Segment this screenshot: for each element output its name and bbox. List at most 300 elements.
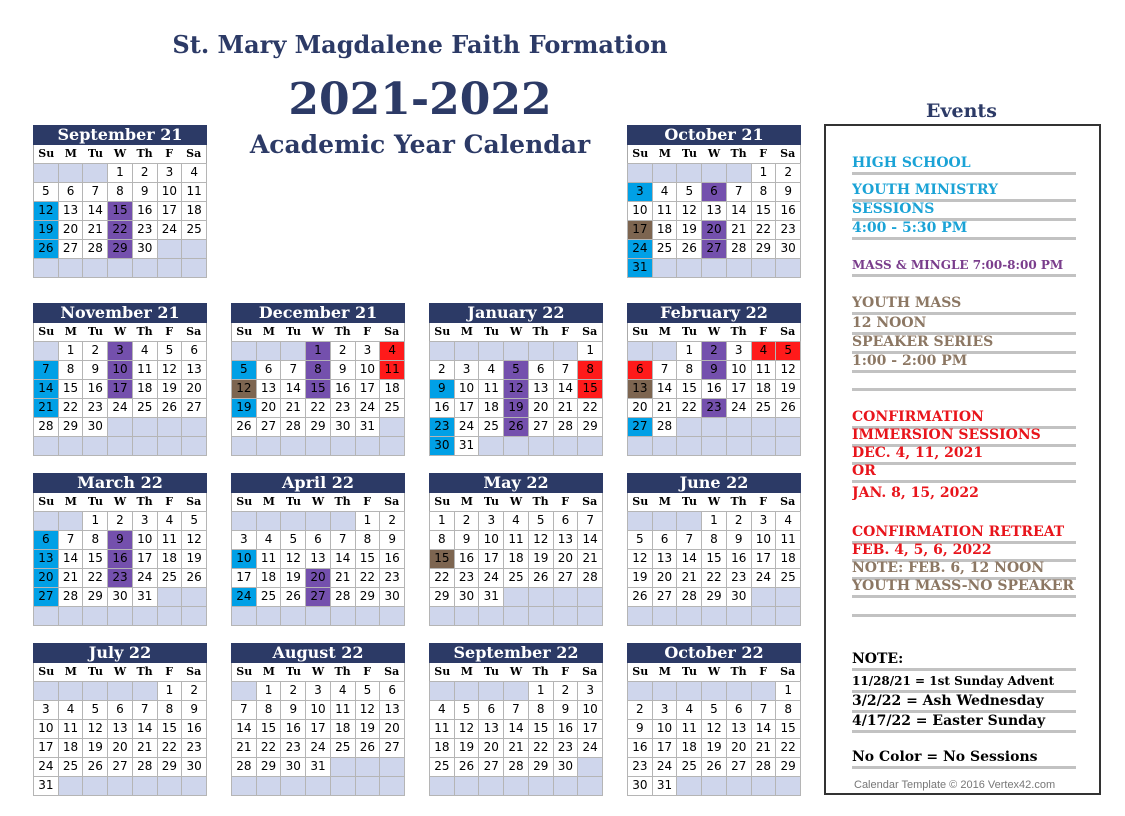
- day-cell: 18: [158, 550, 182, 568]
- event-line: FEB. 4, 5, 6, 2022: [852, 541, 1076, 562]
- day-cell: 4: [158, 512, 182, 530]
- day-cell: 29: [529, 758, 553, 776]
- day-cell: 12: [182, 531, 206, 549]
- empty-cell: [727, 259, 751, 277]
- empty-cell: [133, 437, 157, 455]
- day-cell: 21: [232, 739, 256, 757]
- empty-cell: [479, 607, 503, 625]
- empty-cell: [776, 259, 800, 277]
- month-august-22: [231, 643, 405, 796]
- day-cell: 29: [776, 758, 800, 776]
- day-cell: 21: [34, 399, 58, 417]
- day-cell: 12: [232, 380, 256, 398]
- day-cell: 30: [380, 588, 404, 606]
- day-cell: 2: [331, 342, 355, 360]
- day-cell: 16: [281, 720, 305, 738]
- empty-cell: [578, 588, 602, 606]
- empty-cell: [504, 682, 528, 700]
- weekday-label: Th: [136, 665, 153, 678]
- month-november-21: [33, 303, 207, 456]
- event-line: IMMERSION SESSIONS: [852, 426, 1076, 447]
- day-cell: 6: [554, 512, 578, 530]
- day-cell: 14: [752, 720, 776, 738]
- day-cell: 7: [83, 183, 107, 201]
- day-cell: 14: [331, 550, 355, 568]
- empty-cell: [34, 512, 58, 530]
- empty-cell: [529, 588, 553, 606]
- empty-cell: [59, 437, 83, 455]
- day-cell: 31: [628, 259, 652, 277]
- day-cell: 8: [356, 531, 380, 549]
- day-cell: 20: [628, 399, 652, 417]
- day-cell: 19: [504, 399, 528, 417]
- day-cell: 6: [479, 701, 503, 719]
- month-october-22: [627, 643, 801, 796]
- day-cell: 16: [380, 550, 404, 568]
- empty-cell: [59, 164, 83, 182]
- weekday-label: Th: [334, 495, 351, 508]
- empty-cell: [34, 437, 58, 455]
- month-title: November 21: [33, 303, 207, 323]
- day-cell: 15: [430, 550, 454, 568]
- day-cell: 16: [133, 202, 157, 220]
- month-title: September 21: [33, 125, 207, 145]
- day-cell: 22: [83, 569, 107, 587]
- day-cell: 30: [430, 437, 454, 455]
- month-december-21: [231, 303, 405, 456]
- empty-cell: [430, 607, 454, 625]
- day-cell: 5: [281, 531, 305, 549]
- empty-cell: [628, 164, 652, 182]
- empty-cell: [702, 777, 726, 795]
- day-cell: 2: [182, 682, 206, 700]
- empty-cell: [34, 607, 58, 625]
- day-cell: 19: [529, 550, 553, 568]
- empty-cell: [677, 418, 701, 436]
- empty-cell: [281, 512, 305, 530]
- day-cell: 11: [677, 720, 701, 738]
- weekday-label: Sa: [582, 665, 598, 678]
- weekday-label: Sa: [384, 325, 400, 338]
- day-cell: 1: [776, 682, 800, 700]
- day-cell: 27: [306, 588, 330, 606]
- event-line: SPEAKER SERIES: [852, 333, 1076, 354]
- day-cell: 18: [677, 739, 701, 757]
- empty-cell: [182, 437, 206, 455]
- day-cell: 9: [776, 183, 800, 201]
- day-cell: 19: [628, 569, 652, 587]
- empty-cell: [356, 437, 380, 455]
- empty-cell: [83, 164, 107, 182]
- day-cell: 10: [628, 202, 652, 220]
- day-cell: 31: [653, 777, 677, 795]
- empty-cell: [158, 777, 182, 795]
- day-cell: 21: [331, 569, 355, 587]
- weekday-label: M: [262, 665, 275, 678]
- day-cell: 4: [653, 183, 677, 201]
- day-cell: 4: [331, 682, 355, 700]
- day-cell: 18: [380, 380, 404, 398]
- day-cell: 18: [752, 380, 776, 398]
- empty-cell: [653, 512, 677, 530]
- day-cell: 13: [380, 701, 404, 719]
- day-cell: 18: [776, 550, 800, 568]
- empty-cell: [34, 342, 58, 360]
- empty-cell: [306, 607, 330, 625]
- day-grid: [33, 511, 207, 626]
- day-cell: 31: [356, 418, 380, 436]
- day-cell: 5: [158, 342, 182, 360]
- day-cell: 20: [529, 399, 553, 417]
- day-cell: 29: [306, 418, 330, 436]
- empty-cell: [430, 682, 454, 700]
- day-cell: 9: [331, 361, 355, 379]
- empty-cell: [306, 437, 330, 455]
- day-cell: 17: [306, 720, 330, 738]
- day-cell: 4: [380, 342, 404, 360]
- empty-cell: [504, 588, 528, 606]
- weekday-label: W: [509, 495, 523, 508]
- month-title: June 22: [627, 473, 801, 493]
- weekday-label: Su: [38, 325, 55, 338]
- day-cell: 24: [232, 588, 256, 606]
- weekday-label: Su: [632, 147, 649, 160]
- empty-cell: [158, 240, 182, 258]
- day-cell: 1: [752, 164, 776, 182]
- month-january-22: [429, 303, 603, 456]
- weekday-label: M: [262, 325, 275, 338]
- empty-cell: [578, 777, 602, 795]
- day-cell: 3: [653, 701, 677, 719]
- day-cell: 21: [504, 739, 528, 757]
- day-cell: 7: [59, 531, 83, 549]
- day-cell: 10: [752, 531, 776, 549]
- day-cell: 8: [158, 701, 182, 719]
- day-cell: 10: [356, 361, 380, 379]
- event-line: YOUTH MASS-NO SPEAKER: [852, 577, 1076, 598]
- day-cell: 1: [702, 512, 726, 530]
- day-cell: 7: [752, 701, 776, 719]
- day-cell: 27: [108, 758, 132, 776]
- day-cell: 23: [727, 569, 751, 587]
- empty-cell: [554, 437, 578, 455]
- day-cell: 17: [653, 739, 677, 757]
- day-cell: 2: [133, 164, 157, 182]
- day-cell: 15: [306, 380, 330, 398]
- day-cell: 9: [455, 531, 479, 549]
- day-cell: 31: [455, 437, 479, 455]
- empty-cell: [628, 512, 652, 530]
- day-cell: 21: [83, 221, 107, 239]
- empty-cell: [653, 342, 677, 360]
- day-cell: 12: [677, 202, 701, 220]
- empty-cell: [727, 607, 751, 625]
- day-cell: 11: [158, 531, 182, 549]
- empty-cell: [554, 588, 578, 606]
- day-cell: 25: [182, 221, 206, 239]
- weekday-label: Tu: [87, 495, 104, 508]
- day-cell: 1: [578, 342, 602, 360]
- weekday-label: Su: [38, 147, 55, 160]
- day-cell: 19: [232, 399, 256, 417]
- day-cell: 16: [83, 380, 107, 398]
- weekday-label: Tu: [87, 325, 104, 338]
- day-cell: 23: [281, 739, 305, 757]
- weekday-label: M: [658, 495, 671, 508]
- day-cell: 22: [59, 399, 83, 417]
- weekday-label: Th: [334, 325, 351, 338]
- day-cell: 22: [529, 739, 553, 757]
- day-cell: 24: [356, 399, 380, 417]
- weekday-label: Th: [136, 325, 153, 338]
- month-title: July 22: [33, 643, 207, 663]
- day-cell: 26: [529, 569, 553, 587]
- day-cell: 8: [108, 183, 132, 201]
- empty-cell: [554, 777, 578, 795]
- event-line: 4/17/22 = Easter Sunday: [852, 712, 1076, 733]
- empty-cell: [677, 164, 701, 182]
- day-cell: 29: [257, 758, 281, 776]
- day-cell: 14: [281, 380, 305, 398]
- day-cell: 28: [727, 240, 751, 258]
- day-cell: 10: [455, 380, 479, 398]
- weekday-label: Su: [236, 665, 253, 678]
- weekday-label: M: [64, 665, 77, 678]
- day-cell: 24: [653, 758, 677, 776]
- empty-cell: [380, 437, 404, 455]
- day-grid: [33, 341, 207, 456]
- day-cell: 18: [653, 221, 677, 239]
- day-cell: 5: [677, 183, 701, 201]
- empty-cell: [158, 437, 182, 455]
- day-cell: 13: [34, 550, 58, 568]
- day-cell: 16: [727, 550, 751, 568]
- empty-cell: [108, 437, 132, 455]
- day-grid: [627, 681, 801, 796]
- day-cell: 12: [702, 720, 726, 738]
- day-cell: 20: [554, 550, 578, 568]
- day-cell: 10: [727, 361, 751, 379]
- day-cell: 14: [83, 202, 107, 220]
- weekday-header: [231, 663, 405, 681]
- day-cell: 25: [59, 758, 83, 776]
- day-cell: 17: [727, 380, 751, 398]
- empty-cell: [83, 259, 107, 277]
- day-cell: 12: [504, 380, 528, 398]
- event-line: 3/2/22 = Ash Wednesday: [852, 692, 1076, 713]
- day-cell: 25: [752, 399, 776, 417]
- day-cell: 12: [34, 202, 58, 220]
- day-cell: 26: [83, 758, 107, 776]
- day-cell: 28: [133, 758, 157, 776]
- day-cell: 22: [108, 221, 132, 239]
- month-title: August 22: [231, 643, 405, 663]
- event-line: 11/28/21 = 1st Sunday Advent: [852, 672, 1076, 693]
- day-cell: 27: [702, 240, 726, 258]
- page-title: St. Mary Magdalene Faith Formation: [172, 30, 668, 59]
- day-cell: 3: [752, 512, 776, 530]
- day-cell: 17: [232, 569, 256, 587]
- day-cell: 2: [83, 342, 107, 360]
- day-cell: 14: [59, 550, 83, 568]
- day-cell: 28: [653, 418, 677, 436]
- day-cell: 17: [479, 550, 503, 568]
- day-cell: 14: [554, 380, 578, 398]
- empty-cell: [158, 588, 182, 606]
- day-grid: [627, 511, 801, 626]
- weekday-label: W: [113, 147, 127, 160]
- weekday-label: F: [561, 665, 570, 678]
- day-cell: 7: [653, 361, 677, 379]
- empty-cell: [356, 607, 380, 625]
- day-cell: 10: [306, 701, 330, 719]
- empty-cell: [578, 607, 602, 625]
- empty-cell: [182, 777, 206, 795]
- day-cell: 20: [306, 569, 330, 587]
- day-cell: 30: [628, 777, 652, 795]
- day-cell: 11: [182, 183, 206, 201]
- day-cell: 2: [430, 361, 454, 379]
- day-cell: 21: [554, 399, 578, 417]
- empty-cell: [182, 240, 206, 258]
- month-title: September 22: [429, 643, 603, 663]
- day-cell: 23: [554, 739, 578, 757]
- day-cell: 3: [356, 342, 380, 360]
- weekday-label: W: [113, 495, 127, 508]
- empty-cell: [727, 437, 751, 455]
- event-line: CONFIRMATION RETREAT: [852, 523, 1076, 544]
- day-cell: 3: [306, 682, 330, 700]
- day-cell: 23: [430, 418, 454, 436]
- day-cell: 20: [702, 221, 726, 239]
- day-cell: 23: [182, 739, 206, 757]
- day-cell: 8: [776, 701, 800, 719]
- day-cell: 17: [752, 550, 776, 568]
- day-cell: 28: [83, 240, 107, 258]
- day-cell: 15: [158, 720, 182, 738]
- weekday-label: Tu: [681, 665, 698, 678]
- day-cell: 20: [182, 380, 206, 398]
- day-cell: 17: [108, 380, 132, 398]
- day-cell: 18: [331, 720, 355, 738]
- weekday-header: [429, 663, 603, 681]
- weekday-label: W: [113, 325, 127, 338]
- day-cell: 10: [232, 550, 256, 568]
- event-line: HIGH SCHOOL: [852, 154, 1076, 175]
- day-cell: 15: [356, 550, 380, 568]
- day-cell: 11: [257, 550, 281, 568]
- empty-cell: [331, 777, 355, 795]
- day-cell: 8: [702, 531, 726, 549]
- day-cell: 11: [776, 531, 800, 549]
- day-cell: 4: [677, 701, 701, 719]
- day-cell: 19: [83, 739, 107, 757]
- empty-cell: [479, 437, 503, 455]
- day-cell: 18: [504, 550, 528, 568]
- day-cell: 14: [677, 550, 701, 568]
- weekday-label: W: [707, 147, 721, 160]
- day-cell: 10: [108, 361, 132, 379]
- empty-cell: [529, 777, 553, 795]
- day-cell: 13: [727, 720, 751, 738]
- day-cell: 5: [529, 512, 553, 530]
- empty-cell: [752, 588, 776, 606]
- day-cell: 2: [108, 512, 132, 530]
- day-cell: 30: [455, 588, 479, 606]
- empty-cell: [554, 607, 578, 625]
- day-cell: 20: [257, 399, 281, 417]
- day-cell: 22: [306, 399, 330, 417]
- day-cell: 13: [529, 380, 553, 398]
- weekday-label: Th: [730, 325, 747, 338]
- day-cell: 21: [677, 569, 701, 587]
- empty-cell: [108, 418, 132, 436]
- weekday-label: M: [460, 325, 473, 338]
- weekday-header: [627, 323, 801, 341]
- day-cell: 8: [306, 361, 330, 379]
- day-cell: 13: [108, 720, 132, 738]
- weekday-label: Th: [532, 495, 549, 508]
- empty-cell: [529, 437, 553, 455]
- weekday-label: F: [363, 325, 372, 338]
- event-line: SESSIONS: [852, 200, 1076, 221]
- day-cell: 10: [133, 531, 157, 549]
- day-cell: 26: [677, 240, 701, 258]
- empty-cell: [108, 259, 132, 277]
- empty-cell: [702, 682, 726, 700]
- weekday-label: Tu: [681, 495, 698, 508]
- weekday-header: [33, 323, 207, 341]
- day-cell: 31: [34, 777, 58, 795]
- day-cell: 10: [479, 531, 503, 549]
- empty-cell: [653, 682, 677, 700]
- empty-cell: [158, 607, 182, 625]
- empty-cell: [356, 777, 380, 795]
- day-cell: 30: [554, 758, 578, 776]
- day-cell: 20: [380, 720, 404, 738]
- day-cell: 3: [34, 701, 58, 719]
- day-cell: 19: [281, 569, 305, 587]
- day-cell: 25: [158, 569, 182, 587]
- empty-cell: [380, 777, 404, 795]
- weekday-label: W: [113, 665, 127, 678]
- month-title: April 22: [231, 473, 405, 493]
- day-cell: 5: [776, 342, 800, 360]
- day-cell: 3: [727, 342, 751, 360]
- day-grid: [429, 511, 603, 626]
- day-cell: 26: [158, 399, 182, 417]
- day-cell: 15: [578, 380, 602, 398]
- day-cell: 5: [455, 701, 479, 719]
- empty-cell: [628, 342, 652, 360]
- day-cell: 5: [34, 183, 58, 201]
- year-title: 2021-2022: [288, 74, 552, 125]
- weekday-header: [231, 323, 405, 341]
- day-cell: 29: [752, 240, 776, 258]
- day-cell: 29: [108, 240, 132, 258]
- day-cell: 7: [133, 701, 157, 719]
- empty-cell: [182, 588, 206, 606]
- day-cell: 4: [752, 342, 776, 360]
- empty-cell: [331, 607, 355, 625]
- day-cell: 12: [158, 361, 182, 379]
- empty-cell: [59, 777, 83, 795]
- empty-cell: [83, 607, 107, 625]
- day-cell: 21: [59, 569, 83, 587]
- day-cell: 28: [59, 588, 83, 606]
- month-title: February 22: [627, 303, 801, 323]
- day-cell: 17: [628, 221, 652, 239]
